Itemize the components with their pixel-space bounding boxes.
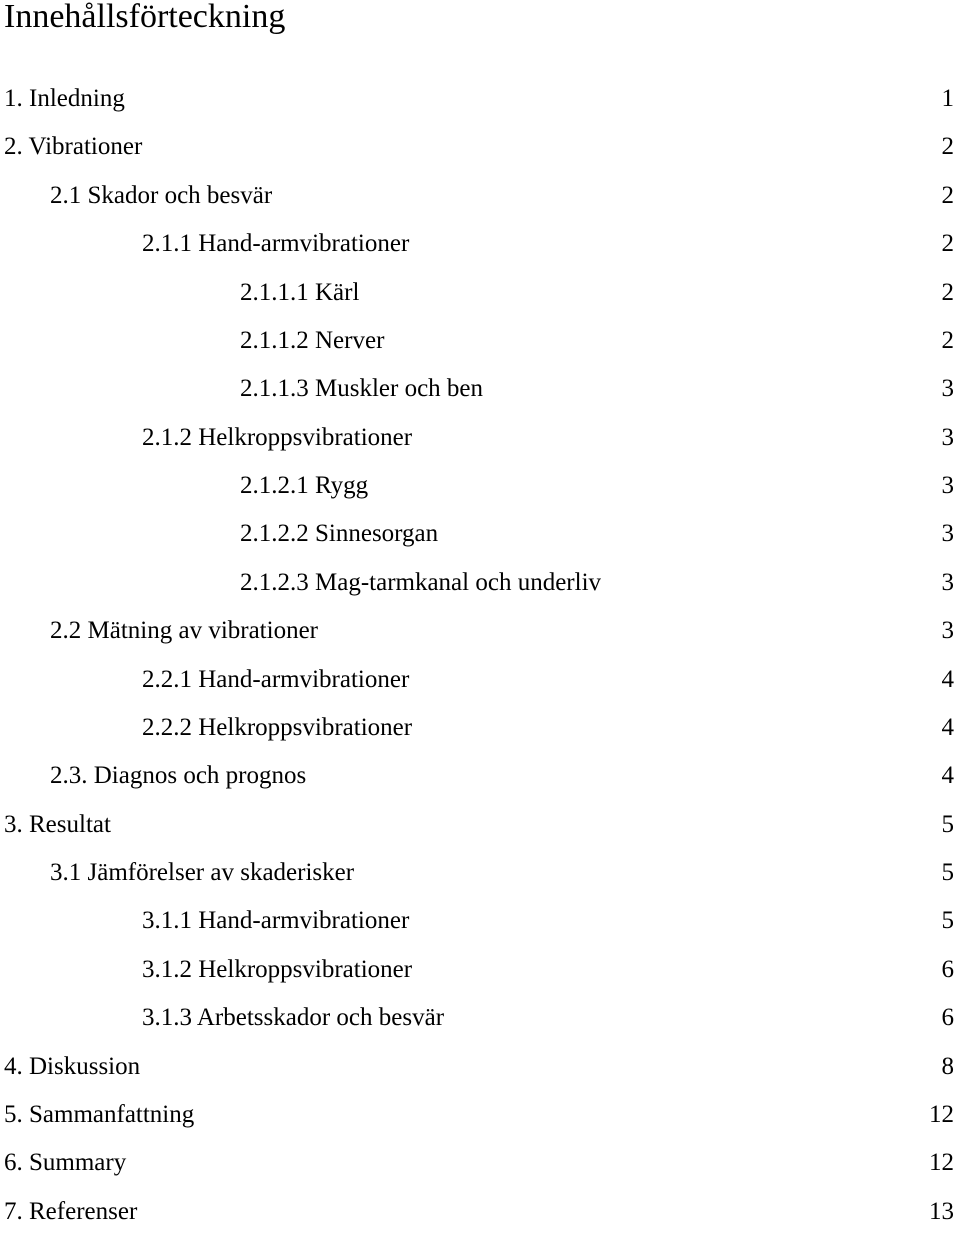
toc-entry-title: 3.1.3 Arbetsskador och besvär [142, 1004, 445, 1032]
toc-entry-title: 1. Inledning [4, 85, 125, 112]
toc-entry-title: 7. Referenser [4, 1197, 138, 1225]
toc-entry-title: 2.1.2.2 Sinnesorgan [240, 520, 439, 548]
table-of-contents [0, 75, 960, 1236]
toc-entry-title: 3.1 Jämförelser av skaderisker [50, 859, 355, 886]
toc-entry-title: 2.1.1.2 Nerver [240, 326, 385, 354]
toc-page-number: 5 [941, 859, 954, 886]
toc-entry-title: 2.1.1.3 Muskler och ben [240, 375, 484, 403]
toc-entry [0, 317, 960, 365]
toc-entry [0, 1139, 960, 1187]
toc-page-number: 4 [941, 665, 954, 693]
toc-page-number: 3 [941, 520, 954, 548]
toc-entry [0, 994, 960, 1042]
toc-page-number: 6 [941, 1004, 954, 1032]
toc-entry-title: 2.1.2.1 Rygg [240, 472, 369, 499]
toc-entry [0, 752, 960, 800]
toc-entry-title: 5. Sammanfattning [4, 1100, 195, 1128]
toc-page-number: 2 [941, 326, 954, 354]
toc-page-number: 4 [941, 762, 954, 790]
toc-page-number: 2 [941, 230, 954, 258]
toc-page-number: 1 [941, 85, 954, 112]
toc-entry-title: 2.1 Skador och besvär [50, 181, 273, 209]
toc-page-number: 6 [941, 955, 954, 983]
toc-entry-title: 2.2.1 Hand-armvibrationer [142, 665, 410, 693]
toc-entry-title: 3.1.1 Hand-armvibrationer [142, 907, 410, 935]
toc-entry [0, 172, 960, 220]
toc-entry-title: 2.1.2.3 Mag-tarmkanal och underliv [240, 568, 602, 596]
toc-page-number: 3 [941, 568, 954, 596]
toc-entry-title: 2.1.1 Hand-armvibrationer [142, 230, 410, 258]
toc-entry-title: 2.2.2 Helkroppsvibrationer [142, 713, 413, 741]
toc-page-number: 2 [941, 133, 954, 161]
toc-entry [0, 365, 960, 413]
toc-entry [0, 559, 960, 607]
toc-entry [0, 510, 960, 558]
toc-entry-title: 4. Diskussion [4, 1052, 141, 1080]
toc-page-number: 3 [941, 472, 954, 499]
toc-page-number: 3 [941, 617, 954, 645]
toc-page-number: 2 [941, 181, 954, 209]
toc-page-number: 13 [929, 1197, 954, 1225]
toc-page-number: 4 [941, 713, 954, 741]
toc-entry [0, 897, 960, 945]
toc-entry [0, 704, 960, 752]
toc-entry [0, 607, 960, 655]
toc-entry [0, 75, 960, 123]
toc-entry [0, 946, 960, 994]
toc-entry-title: 2.2 Mätning av vibrationer [50, 617, 318, 645]
toc-entry [0, 414, 960, 462]
toc-entry-title: 2.1.1.1 Kärl [240, 278, 360, 306]
toc-entry-title: 2. Vibrationer [4, 133, 143, 161]
toc-entry [0, 269, 960, 317]
toc-page-number: 12 [929, 1100, 954, 1128]
toc-entry [0, 1188, 960, 1236]
toc-entry [0, 462, 960, 510]
toc-entry-title: 6. Summary [4, 1149, 127, 1177]
toc-page-number: 12 [929, 1149, 954, 1177]
toc-entry [0, 1043, 960, 1091]
toc-entry [0, 123, 960, 171]
toc-page-number: 8 [941, 1052, 954, 1080]
toc-page-number: 5 [941, 810, 954, 838]
toc-entry-title: 2.3. Diagnos och prognos [50, 762, 307, 790]
toc-page-number: 2 [941, 278, 954, 306]
toc-entry-title: 2.1.2 Helkroppsvibrationer [142, 423, 413, 451]
toc-entry [0, 849, 960, 897]
toc-entry [0, 1091, 960, 1139]
toc-entry-title: 3.1.2 Helkroppsvibrationer [142, 955, 413, 983]
toc-page-number: 3 [941, 423, 954, 451]
toc-entry [0, 801, 960, 849]
toc-entry [0, 220, 960, 268]
toc-entry [0, 656, 960, 704]
page-title: Innehållsförteckning [4, 0, 286, 35]
toc-page-number: 5 [941, 907, 954, 935]
toc-page-number: 3 [941, 375, 954, 403]
toc-entry-title: 3. Resultat [4, 810, 111, 838]
